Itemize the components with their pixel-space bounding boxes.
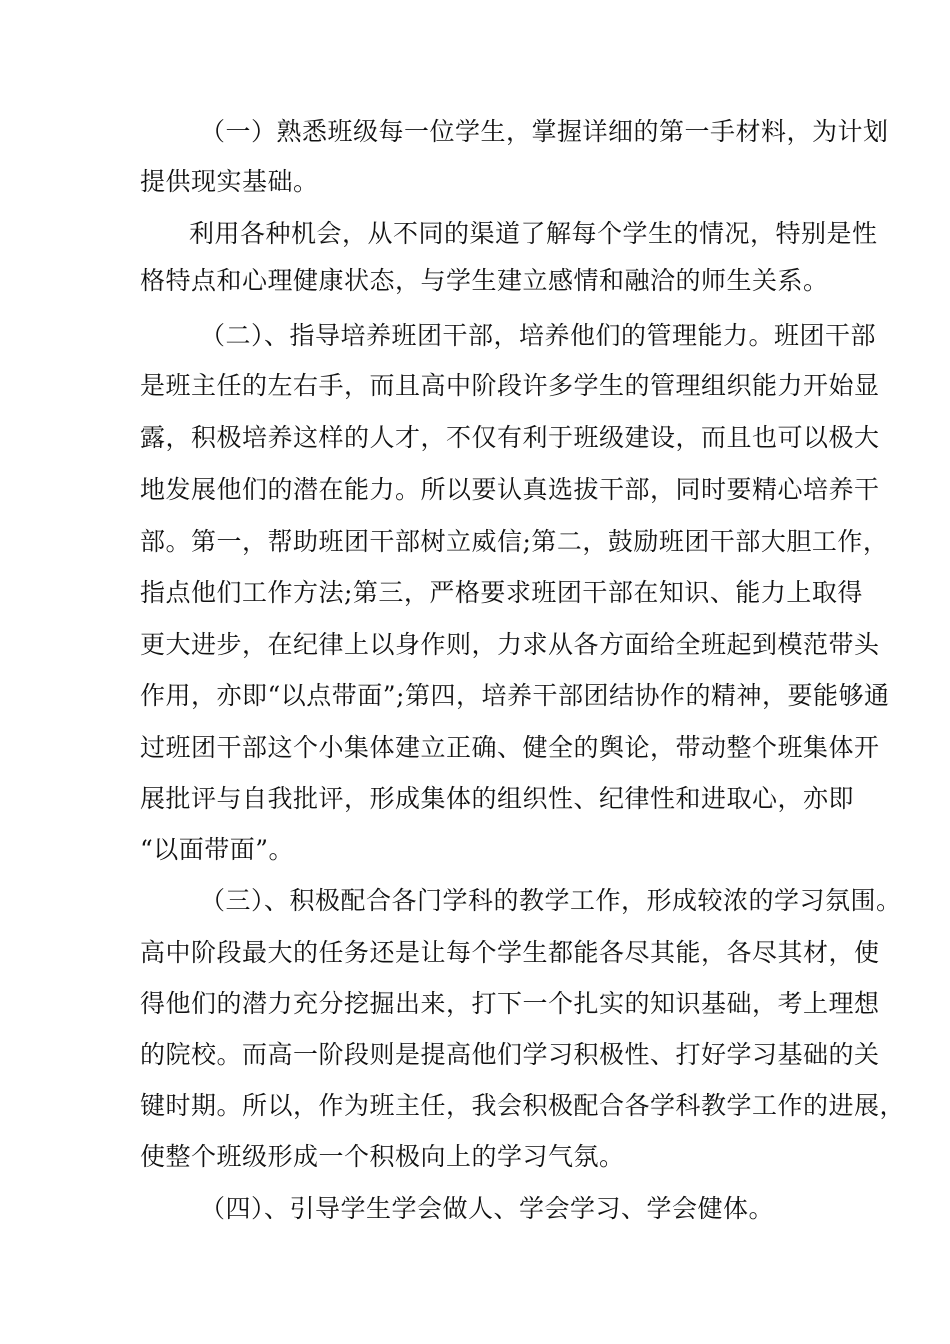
text-line-16: （三）、积极配合各门学科的教学工作，形成较浓的学习氛围。 — [200, 886, 902, 915]
text-line-19: 的院校。而高一阶段则是提高他们学习积极性、打好学习基础的关 — [140, 1040, 880, 1069]
text-line-18: 得他们的潜力充分挖掘出来，打下一个扎实的知识基础，考上理想 — [140, 989, 880, 1018]
text-line-1: （一）熟悉班级每一位学生，掌握详细的第一手材料，为计划 — [200, 117, 889, 146]
text-line-2: 提供现实基础。 — [140, 167, 319, 196]
text-line-17: 高中阶段最大的任务还是让每个学生都能各尽其能，各尽其材，使 — [140, 938, 880, 967]
text-line-5: （二）、指导培养班团干部，培养他们的管理能力。班团干部 — [200, 321, 877, 350]
text-line-21: 使整个班级形成一个积极向上的学习气氛。 — [140, 1142, 625, 1171]
text-line-6: 是班主任的左右手，而且高中阶段许多学生的管理组织能力开始显 — [140, 371, 880, 400]
text-line-20: 键时期。所以，作为班主任，我会积极配合各学科教学工作的进展， — [140, 1091, 906, 1120]
text-line-9: 部。第一，帮助班团干部树立威信;第二，鼓励班团干部大胆工作， — [140, 527, 889, 556]
text-line-4: 格特点和心理健康状态，与学生建立感情和融洽的师生关系。 — [140, 266, 829, 295]
text-line-10: 指点他们工作方法;第三，严格要求班团干部在知识、能力上取得 — [140, 578, 863, 607]
text-line-7: 露，积极培养这样的人才，不仅有利于班级建设，而且也可以极大 — [140, 423, 880, 452]
text-line-14: 展批评与自我批评，形成集体的组织性、纪律性和进取心，亦即 — [140, 784, 855, 813]
text-line-12: 作用，亦即“以点带面”;第四，培养干部团结协作的精神，要能够通 — [140, 681, 890, 710]
text-line-11: 更大进步，在纪律上以身作则，力求从各方面给全班起到模范带头 — [140, 630, 880, 659]
text-line-22: （四）、引导学生学会做人、学会学习、学会健体。 — [200, 1194, 775, 1223]
text-line-3: 利用各种机会，从不同的渠道了解每个学生的情况，特别是性 — [189, 219, 878, 248]
text-line-8: 地发展他们的潜在能力。所以要认真选拔干部，同时要精心培养干 — [140, 475, 880, 504]
text-line-15: “以面带面”。 — [140, 835, 295, 864]
text-line-13: 过班团干部这个小集体建立正确、健全的舆论，带动整个班集体开 — [140, 733, 880, 762]
